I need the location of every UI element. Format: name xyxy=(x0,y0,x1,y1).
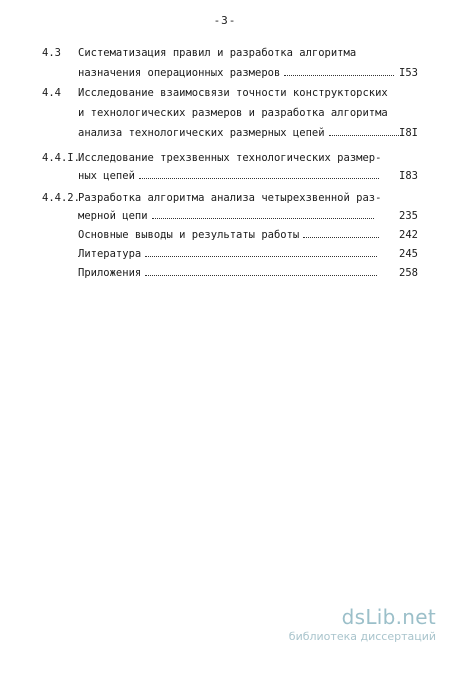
page-number: -3- xyxy=(213,14,237,27)
toc-entry-number: 4.3 xyxy=(42,47,61,59)
watermark-tagline: библиотека диссертаций xyxy=(288,630,436,643)
toc-entry-number: 4.4.2. xyxy=(42,192,80,204)
toc-entry-text: Систематизация правил и разработка алгоритма xyxy=(78,47,357,59)
dot-leader xyxy=(329,134,403,136)
toc-entry-text: Исследование трехзвенных технологических размер- xyxy=(78,152,382,164)
toc-entry-text-last: Приложения xyxy=(78,267,142,279)
toc-entry-text xyxy=(78,210,374,223)
dot-leader xyxy=(303,236,379,238)
dot-leader xyxy=(145,274,377,276)
watermark-logo: dsLib.net xyxy=(341,605,436,629)
toc-entry-page: 235 xyxy=(399,210,418,222)
toc-entry-text: и технологических размеров и разработка алгоритма xyxy=(78,107,388,119)
toc-entry-page: I83 xyxy=(399,170,418,182)
toc-entry-text xyxy=(78,267,377,280)
toc-entry-page: 242 xyxy=(399,229,418,241)
dot-leader xyxy=(152,217,374,219)
toc-entry-text-last: Литература xyxy=(78,248,142,260)
toc-entry-text xyxy=(78,229,379,242)
toc-entry-text: Разработка алгоритма анализа четырехзвенной раз- xyxy=(78,192,382,204)
toc-entry-number: 4.4 xyxy=(42,87,61,99)
toc-entry-text-last: мерной цепи xyxy=(78,210,148,222)
toc-entry-number: 4.4.I. xyxy=(42,152,80,164)
dot-leader xyxy=(139,177,379,179)
toc-entry-page: I53 xyxy=(399,67,418,79)
toc-entry-text-last: анализа технологических размерных цепей xyxy=(78,127,325,139)
toc-entry-page: 245 xyxy=(399,248,418,260)
toc-entry-text xyxy=(78,127,403,140)
dot-leader xyxy=(145,255,377,257)
watermark xyxy=(289,605,436,643)
toc-entry-page: I8I xyxy=(399,127,418,139)
dot-leader xyxy=(284,74,394,76)
toc-entry-text xyxy=(78,170,379,183)
toc-entry-text xyxy=(78,248,377,261)
toc-entry-text-last: ных цепей xyxy=(78,170,135,182)
toc-entry-text-last: Основные выводы и результаты работы xyxy=(78,229,300,241)
toc-entry-text-last: назначения операционных размеров xyxy=(78,67,281,79)
toc-entry-text xyxy=(78,67,394,80)
toc-entry-text: Исследование взаимосвязи точности конструкторских xyxy=(78,87,388,99)
toc-entry-page: 258 xyxy=(399,267,418,279)
